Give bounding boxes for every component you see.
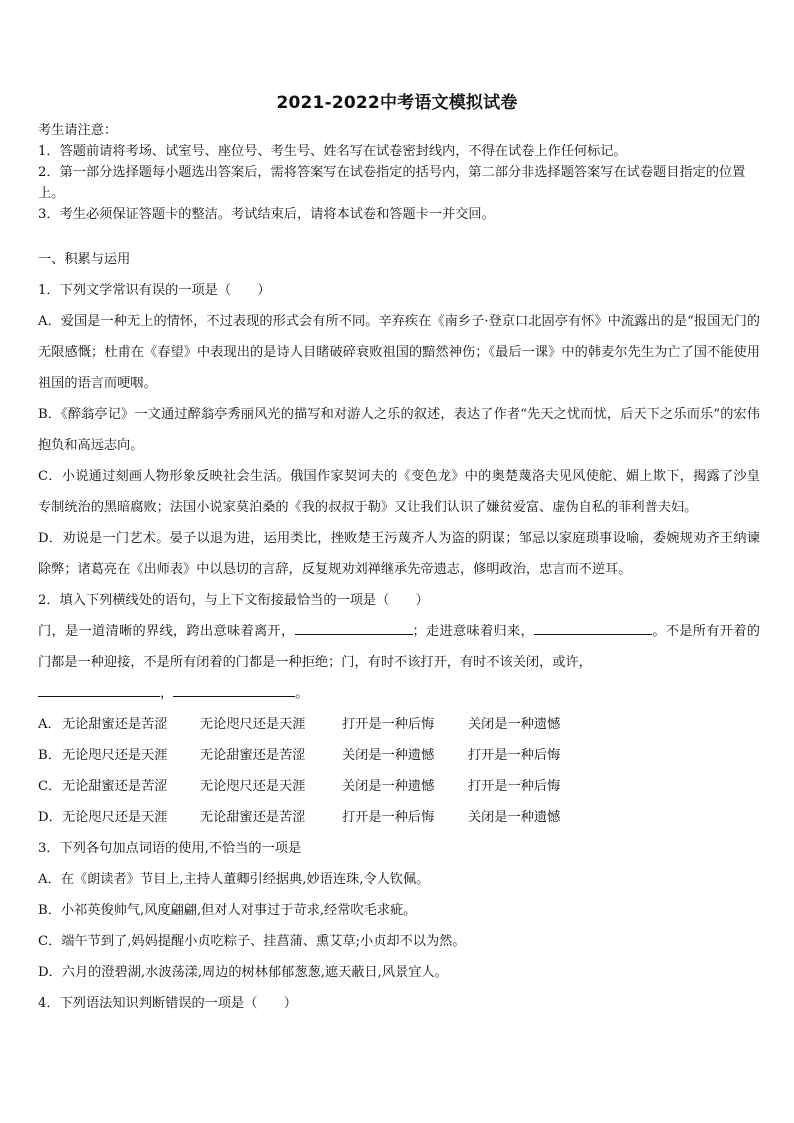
question-2-passage [38, 616, 760, 709]
option-phrase: 关闭是一种遗憾 [468, 810, 561, 825]
question-1-option-c: C．小说通过刻画人物形象反映社会生活。俄国作家契诃夫的《变色龙》中的奥楚蔑洛夫见风使舵、媚上欺下，揭露了沙皇专制统治的黑暗腐败；法国小说家莫泊桑的《我的叔叔于勒》又让我们认识了嫌贫爱富、虚伪自私的菲利普夫妇。 [38, 469, 760, 515]
question-1-option-a: A．爱国是一种无上的情怀，不过表现的形式会有所不同。辛弃疾在《南乡子·登京口北固亭有怀》中流露出的是“报国无门的无限感慨；杜甫在《春望》中表现出的是诗人目睹破碎衰败祖国的黯然神伤；《最后一课》中的韩麦尔先生为亡了国不能使用祖国的语言而哽咽。 [38, 314, 760, 391]
passage-text: ；走进意味着归来， [412, 624, 534, 639]
exam-body [38, 244, 760, 1019]
option-phrase: 关闭是一种遗憾 [342, 779, 435, 794]
option-label: A． [38, 717, 61, 732]
option-phrase: 无论咫尺还是天涯 [62, 748, 168, 763]
notice-item: 3．考生必须保证答题卡的整洁。考试结束后，请将本试卷和答题卡一并交回。 [38, 207, 495, 222]
option-phrase: 无论甜蜜还是苦涩 [62, 779, 168, 794]
passage-text: 门，是一道清晰的界线，跨出意味着离开， [38, 624, 295, 639]
option-phrase: 无论咫尺还是天涯 [200, 717, 306, 732]
option-phrase: 打开是一种后悔 [342, 810, 435, 825]
question-3-option-d: D．六月的澄碧湖,水波荡漾,周边的树林郁郁葱葱,遮天蔽日,风景宜人。 [38, 965, 448, 980]
question-2-option-c [38, 771, 760, 802]
option-phrase: 关闭是一种遗憾 [468, 717, 561, 732]
question-2-option-a [38, 709, 760, 740]
option-label: D． [38, 810, 62, 825]
question-4-stem: 4．下列语法知识判断错误的一项是（ ） [38, 996, 297, 1011]
question-3-option-b: B．小祁英俊帅气,风度翩翩,但对人对事过于苛求,经常吹毛求疵。 [38, 903, 417, 918]
notice-block [38, 120, 760, 225]
question-2-option-d [38, 802, 760, 833]
option-label: C． [38, 779, 62, 794]
question-1-option-b: B．《醉翁亭记》一文通过醉翁亭秀丽风光的描写和对游人之乐的叙述，表达了作者“先天之忧而忧，后天下之乐而乐”的宏伟抱负和高远志向。 [38, 407, 760, 453]
option-phrase: 打开是一种后悔 [342, 717, 435, 732]
option-phrase: 无论甜蜜还是苦涩 [62, 717, 168, 732]
passage-text: 。 [295, 686, 309, 701]
option-phrase: 无论甜蜜还是苦涩 [200, 748, 306, 763]
notice-heading: 考生请注意： [38, 123, 118, 138]
section-heading: 一、积累与运用 [38, 252, 131, 267]
option-phrase: 关闭是一种遗憾 [342, 748, 435, 763]
option-phrase: 打开是一种后悔 [468, 779, 561, 794]
question-1-stem: 1．下列文学常识有误的一项是（ ） [38, 283, 271, 298]
passage-text: ， [160, 686, 174, 701]
option-phrase: 打开是一种后悔 [468, 748, 561, 763]
question-3-option-c: C．端午节到了,妈妈提醒小贞吃粽子、挂菖蒲、熏艾草;小贞却不以为然。 [38, 934, 466, 949]
notice-item: 2．第一部分选择题每小题选出答案后，需将答案写在试卷指定的括号内，第二部分非选择题答案写在试卷题目指定的位置上。 [38, 165, 746, 201]
answer-blank [295, 620, 413, 635]
question-2-option-b [38, 740, 760, 771]
question-3-option-a: A．在《朗读者》节目上,主持人董卿引经据典,妙语连珠,令人钦佩。 [38, 872, 430, 887]
notice-item: 1．答题前请将考场、试室号、座位号、考生号、姓名写在试卷密封线内，不得在试卷上作任何标记。 [38, 144, 627, 159]
passage-text: 。不是所有开着的门都是一种迎接，不是所有闭着的门都是一种拒绝；门，有时不该打开，有时不该关闭，或许， [38, 624, 760, 670]
option-phrase: 无论咫尺还是天涯 [62, 810, 168, 825]
question-2-stem: 2．填入下列横线处的语句，与上下文衔接最恰当的一项是（ ） [38, 593, 429, 608]
answer-blank [534, 620, 652, 635]
answer-blank [38, 682, 160, 697]
option-label: B． [38, 748, 61, 763]
question-3-stem: 3．下列各句加点词语的使用,不恰当的一项是 [38, 841, 302, 856]
page-title: 2021-2022中考语文模拟试卷 [276, 93, 518, 113]
question-1-option-d: D．劝说是一门艺术。晏子以退为进，运用类比，挫败楚王污蔑齐人为盗的阴谋；邹忌以家庭琐事设喻，委婉规劝齐王纳谏除弊；诸葛亮在《出师表》中以恳切的言辞，反复规劝刘禅继承先帝遗志，修明政治，忠言而不逆耳。 [38, 531, 760, 577]
option-phrase: 无论咫尺还是天涯 [200, 779, 306, 794]
answer-blank [173, 682, 295, 697]
option-phrase: 无论甜蜜还是苦涩 [200, 810, 306, 825]
